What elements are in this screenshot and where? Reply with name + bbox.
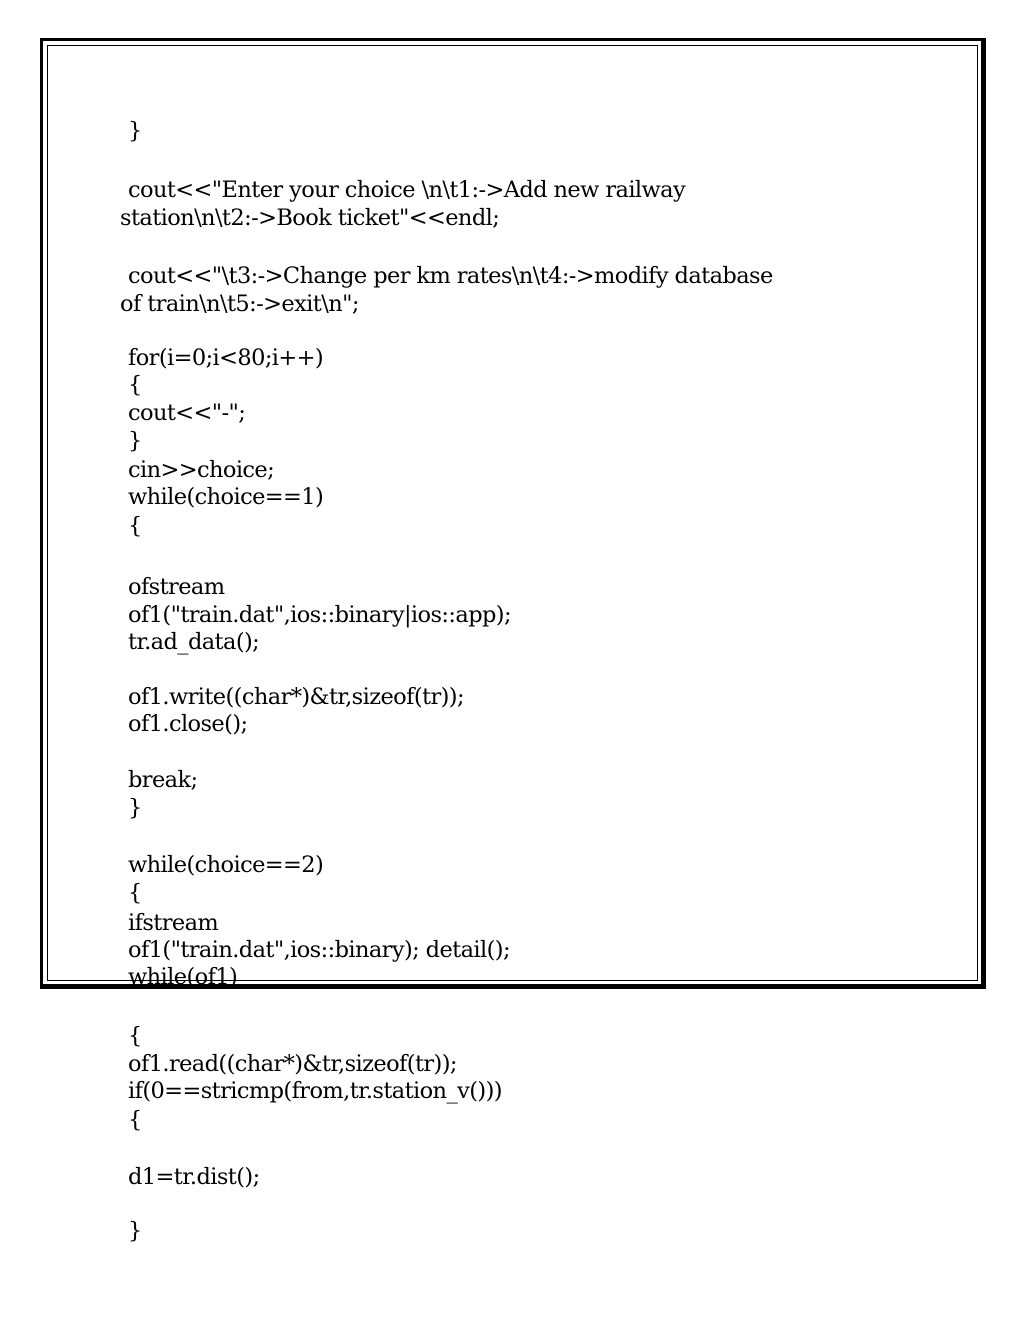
code-line: cout<<"\t3:->Change per km rates\n\t4:->modify database — [128, 263, 773, 289]
code-line: { — [128, 372, 142, 398]
code-line: cout<<"-"; — [128, 400, 246, 426]
code-line: for(i=0;i<80;i++) — [128, 345, 324, 371]
code-line: } — [128, 1218, 142, 1244]
code-line: tr.ad_data(); — [128, 629, 260, 655]
code-line: } — [128, 118, 142, 144]
code-line: cout<<"Enter your choice \n\t1:->Add new railway — [128, 177, 686, 203]
code-line: d1=tr.dist(); — [128, 1164, 260, 1190]
code-line: of1("train.dat",ios::binary); detail(); — [128, 937, 510, 963]
code-line: cin>>choice; — [128, 457, 275, 483]
code-line: while(of1) — [128, 964, 238, 990]
code-line: { — [128, 513, 142, 539]
code-line: { — [128, 880, 142, 906]
code-line: ifstream — [128, 910, 219, 936]
code-line: { — [128, 1023, 142, 1049]
code-line: while(choice==1) — [128, 484, 324, 510]
code-line: of train\n\t5:->exit\n"; — [120, 291, 359, 317]
code-line: } — [128, 795, 142, 821]
code-line: } — [128, 428, 142, 454]
code-line: while(choice==2) — [128, 852, 324, 878]
code-line: of1("train.dat",ios::binary|ios::app); — [128, 602, 511, 628]
code-line: station\n\t2:->Book ticket"<<endl; — [120, 205, 500, 231]
code-line: of1.write((char*)&tr,sizeof(tr)); — [128, 684, 464, 710]
code-line: { — [128, 1107, 142, 1133]
code-line: of1.read((char*)&tr,sizeof(tr)); — [128, 1051, 457, 1077]
code-line: of1.close(); — [128, 711, 248, 737]
code-line: ofstream — [128, 574, 225, 600]
code-line: break; — [128, 767, 198, 793]
code-line: if(0==stricmp(from,tr.station_v())) — [128, 1078, 502, 1104]
